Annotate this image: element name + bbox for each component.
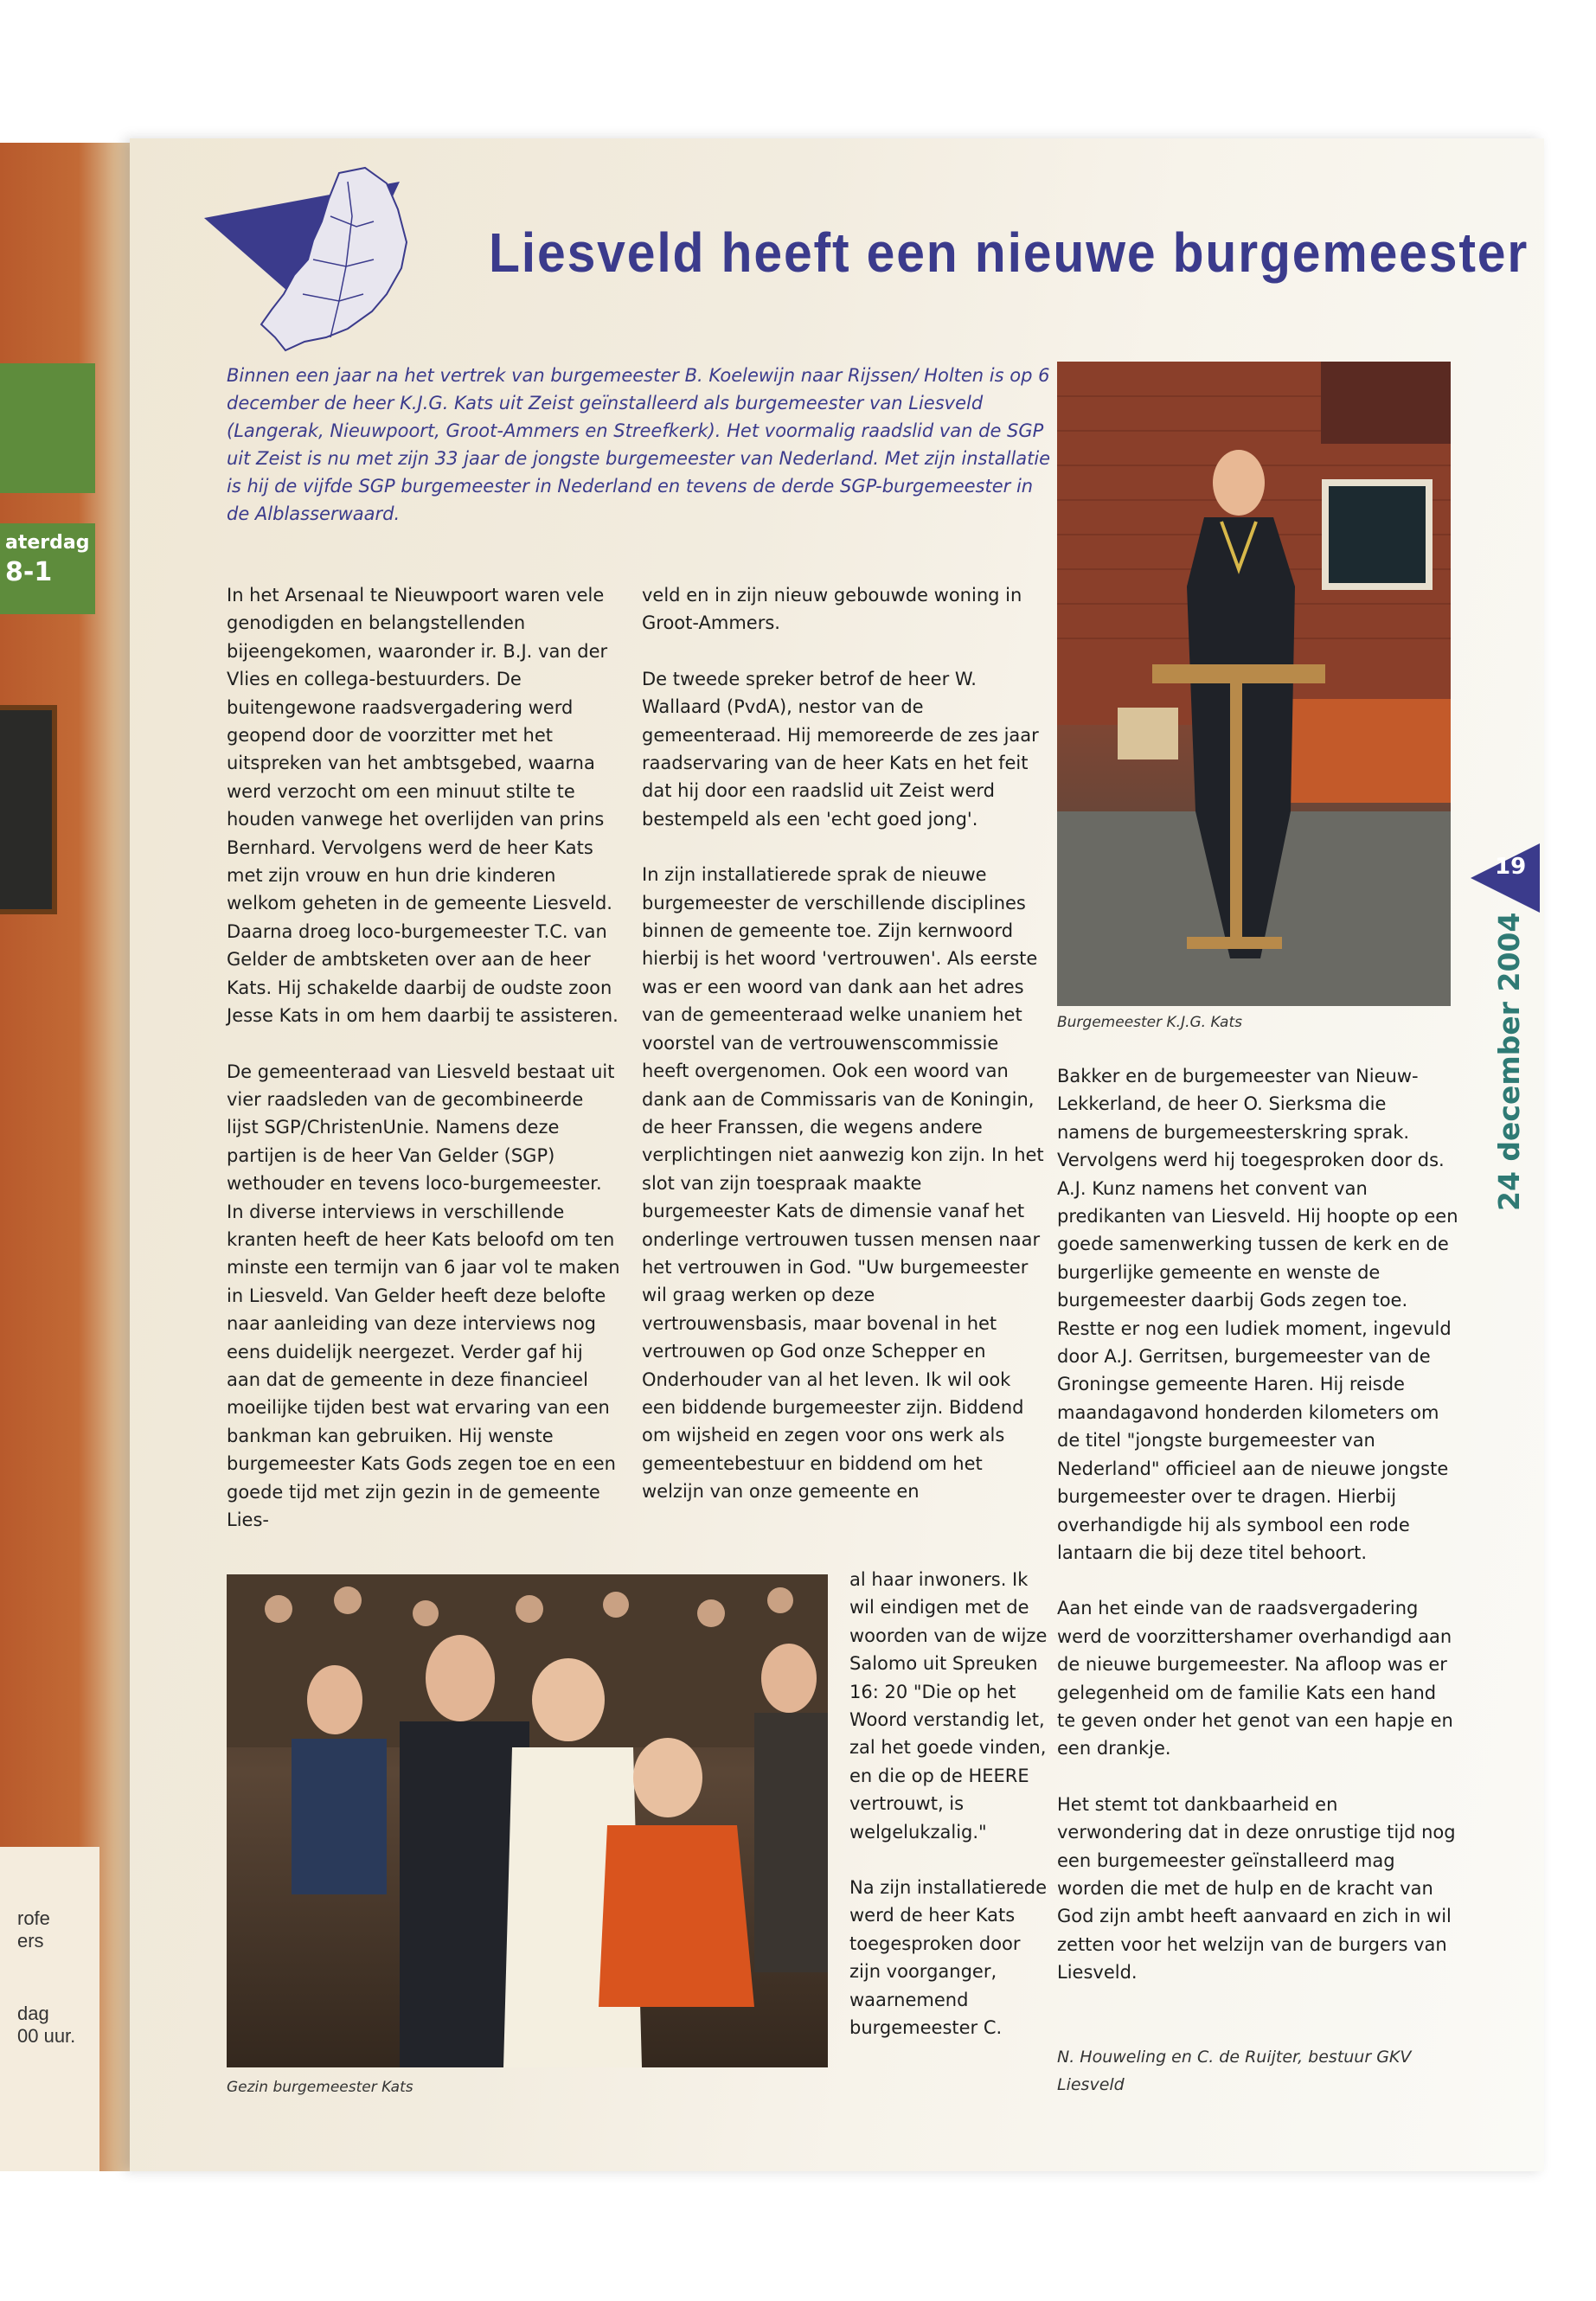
- article-column-1: [227, 581, 620, 1561]
- paragraph: Na zijn installatierede werd de heer Kats toegesproken door zijn voorganger, waarnemend burgemeester C.: [849, 1877, 1047, 2039]
- box: [1118, 708, 1178, 760]
- guest-head: [761, 1644, 817, 1713]
- paragraph: al haar inwoners. Ik wil eindigen met de woorden van de wijze Salomo uit Spreuken 16: 20 "Die op het Woord verstandig let, zal het goede vinden, en die op de HEERE vertrouwt, is welgelukzalig.": [849, 1569, 1048, 1843]
- window: [1325, 483, 1429, 586]
- spine-date-badge: [0, 523, 95, 614]
- mayor-photo-caption: Burgemeester K.J.G. Kats: [1057, 1014, 1242, 1031]
- article-title: Liesveld heeft een nieuwe burgemeester: [489, 221, 1529, 284]
- mayor-head: [1213, 450, 1265, 516]
- family-photo: [227, 1574, 828, 2067]
- child-head: [633, 1738, 702, 1817]
- spine-text-c: dag: [17, 2003, 49, 2024]
- article-column-3: [1057, 1062, 1459, 2015]
- spine-text-a: rofe: [17, 1907, 50, 1929]
- spine-text-d: 00 uur.: [17, 2025, 76, 2047]
- paragraph: In zijn installatierede sprak de nieuwe burgemeester de verschillende disciplines binnen de gemeente toe. Zijn kernwoord hierbij is het woord 'vertrouwen'. Als eerste was er een woord van dank aan het adres van de gemeenteraad welke unaniem het voorstel van de vertrouwenscommissie heeft overgenomen. Ook een woord van dank aan de Commissaris van de Koningin, de heer Franssen, die wegens andere verplichtingen niet aanwezig kon zijn. In het slot van zijn toespraak maakte burgemeester Kats de dimensie vanaf het onderlinge vertrouwen tussen mensen naar het vertrouwen in God. "Uw burgemeester wil graag werken op deze vertrouwensbasis, maar bovenal in het vertrouwen op God onze Schepper en Onderhouder van al het leven. Ik wil ook een biddende burgemeester zijn. Biddend om wijsheid en zegen voor ons werk als gemeentebestuur en biddend om het welzijn van onze gemeente en: [642, 864, 1044, 1503]
- spine-text-b: ers: [17, 1930, 44, 1952]
- family-photo-illustration: [227, 1574, 828, 2067]
- son-head: [307, 1665, 362, 1734]
- netherlands-map-emblem: [201, 164, 426, 359]
- mayor-head: [426, 1635, 495, 1721]
- previous-page-edge: [0, 143, 143, 2171]
- guest-body: [754, 1713, 828, 1972]
- paragraph: veld en in zijn nieuw gebouwde woning in Groot-Ammers.: [642, 585, 1022, 634]
- spine-text-panel: [0, 1847, 99, 2171]
- paragraph: Aan het einde van de raadsvergadering werd de voorzittershamer overhandigd aan de nieuwe burgemeester. Na afloop was er gelegenheid om de familie Kats een hand te geven onder het genot van een hapje en een drankje.: [1057, 1598, 1453, 1759]
- spine-green-panel: [0, 363, 95, 493]
- spine-day-label: aterdag: [5, 532, 90, 554]
- child-sweater: [599, 1825, 754, 2007]
- paragraph: Het stemt tot dankbaarheid en verwondering dat in deze onrustige tijd nog een burgemeester geïnstalleerd mag worden die met de hulp en de kracht van God zijn ambt heeft aanvaard en zich in wil zetten voor het welzijn van de burgers van Liesveld.: [1057, 1793, 1456, 1984]
- spine-date-label: 8-1: [5, 557, 53, 587]
- page-number-tab: [1471, 843, 1540, 913]
- article-signature: N. Houweling en C. de Ruijter, bestuur GKV Liesveld: [1057, 2048, 1412, 2094]
- article-column-2-continued: [849, 1566, 1048, 2070]
- son-jacket: [292, 1739, 387, 1894]
- article-lede: Binnen een jaar na het vertrek van burgemeester B. Koelewijn naar Rijssen/ Holten is op 6 december de heer K.J.G. Kats uit Zeist geïnstalleerd als burgemeester van Liesveld (Langerak, Nieuwpoort, Groot-Ammers en Streefkerk). Het voormalig raadslid van de SGP uit Zeist is nu met zijn 33 jaar de jongste burgemeester van Nederland. Met zijn installatie is hij de vijfde SGP burgemeester in Nederland en tevens de derde SGP-burgemeester in de Alblasserwaard.: [227, 365, 1051, 524]
- wall-painting: [1321, 362, 1451, 444]
- article-column-2: [642, 581, 1044, 1534]
- lectern-base: [1187, 937, 1282, 949]
- mayor-photo-illustration: [1057, 362, 1451, 1006]
- issue-date: 24 december 2004: [1492, 912, 1526, 1211]
- mayor-photo: [1057, 362, 1451, 1006]
- radiator: [1291, 699, 1451, 803]
- page-number: 19: [1495, 854, 1527, 880]
- paragraph: In het Arsenaal te Nieuwpoort waren vele genodigden en belangstellenden bijeengekomen, waaronder ir. B.J. van der Vlies en collega-bestuurders. De buitengewone raadsvergadering werd geopend door de voorzitter met het uitspreken van het ambtsgebed, waarna werd verzocht om een minuut stilte te houden vanwege het overlijden van prins Bernhard. Vervolgens werd de heer Kats met zijn vrouw en hun drie kinderen welkom geheten in de gemeente Liesveld. Daarna droeg loco-burgemeester T.C. van Gelder de ambtsketen over aan de heer Kats. Hij schakelde daarbij de oudste zoon Jesse Kats in om hem daarbij te assisteren.: [227, 585, 619, 1027]
- paragraph: Bakker en de burgemeester van Nieuw-Lekkerland, de heer O. Sierksma die namens de burgemeesterskring sprak. Vervolgens werd hij toegesproken door ds. A.J. Kunz namens het convent van predikanten van Liesveld. Hij hoopte op een goede samenwerking tussen de kerk en de burgerlijke gemeente en wenste de burgemeester daarbij Gods zegen toe. Restte er nog een ludiek moment, ingevuld door A.J. Gerritsen, burgemeester van de Groningse gemeente Haren. Hij reisde maandagavond honderden kilometers om de titel "jongste burgemeester van Nederland" officieel aan de nieuwe jongste burgemeester over te dragen. Hierbij overhandigde hij als symbool een rode lantaarn die bij deze titel behoort.: [1057, 1066, 1458, 1563]
- paragraph: De tweede spreker betrof de heer W. Wallaard (PvdA), nestor van de gemeenteraad. Hij memoreerde de zes jaar raadservaring van de heer Kats en het feit dat hij door een raadslid uit Zeist werd bestempeld als een 'echt goed jong'.: [642, 668, 1039, 830]
- wife-head: [532, 1658, 605, 1741]
- family-photo-caption: Gezin burgemeester Kats: [227, 2079, 413, 2096]
- spine-picture-frame: [0, 705, 57, 914]
- lectern-top: [1152, 664, 1325, 683]
- lectern-stand: [1230, 682, 1242, 941]
- paragraph: De gemeenteraad van Liesveld bestaat uit vier raadsleden van de gecombineerde lijst SGP/ChristenUnie. Namens deze partijen is de heer Van Gelder (SGP) wethouder en tevens loco-burgemeester. In diverse interviews in verschillende kranten heeft de heer Kats beloofd om ten minste een termijn van 6 jaar vol te maken in Liesveld. Van Gelder heeft deze belofte naar aanleiding van deze interviews nog eens duidelijk neergezet. Verder gaf hij aan dat de gemeente in deze financieel moeilijke tijden best wat ervaring van een bankman kan gebruiken. Hij wenste burgemeester Kats Gods zegen toe en een goede tijd met zijn gezin in de gemeente Lies-: [227, 1061, 620, 1530]
